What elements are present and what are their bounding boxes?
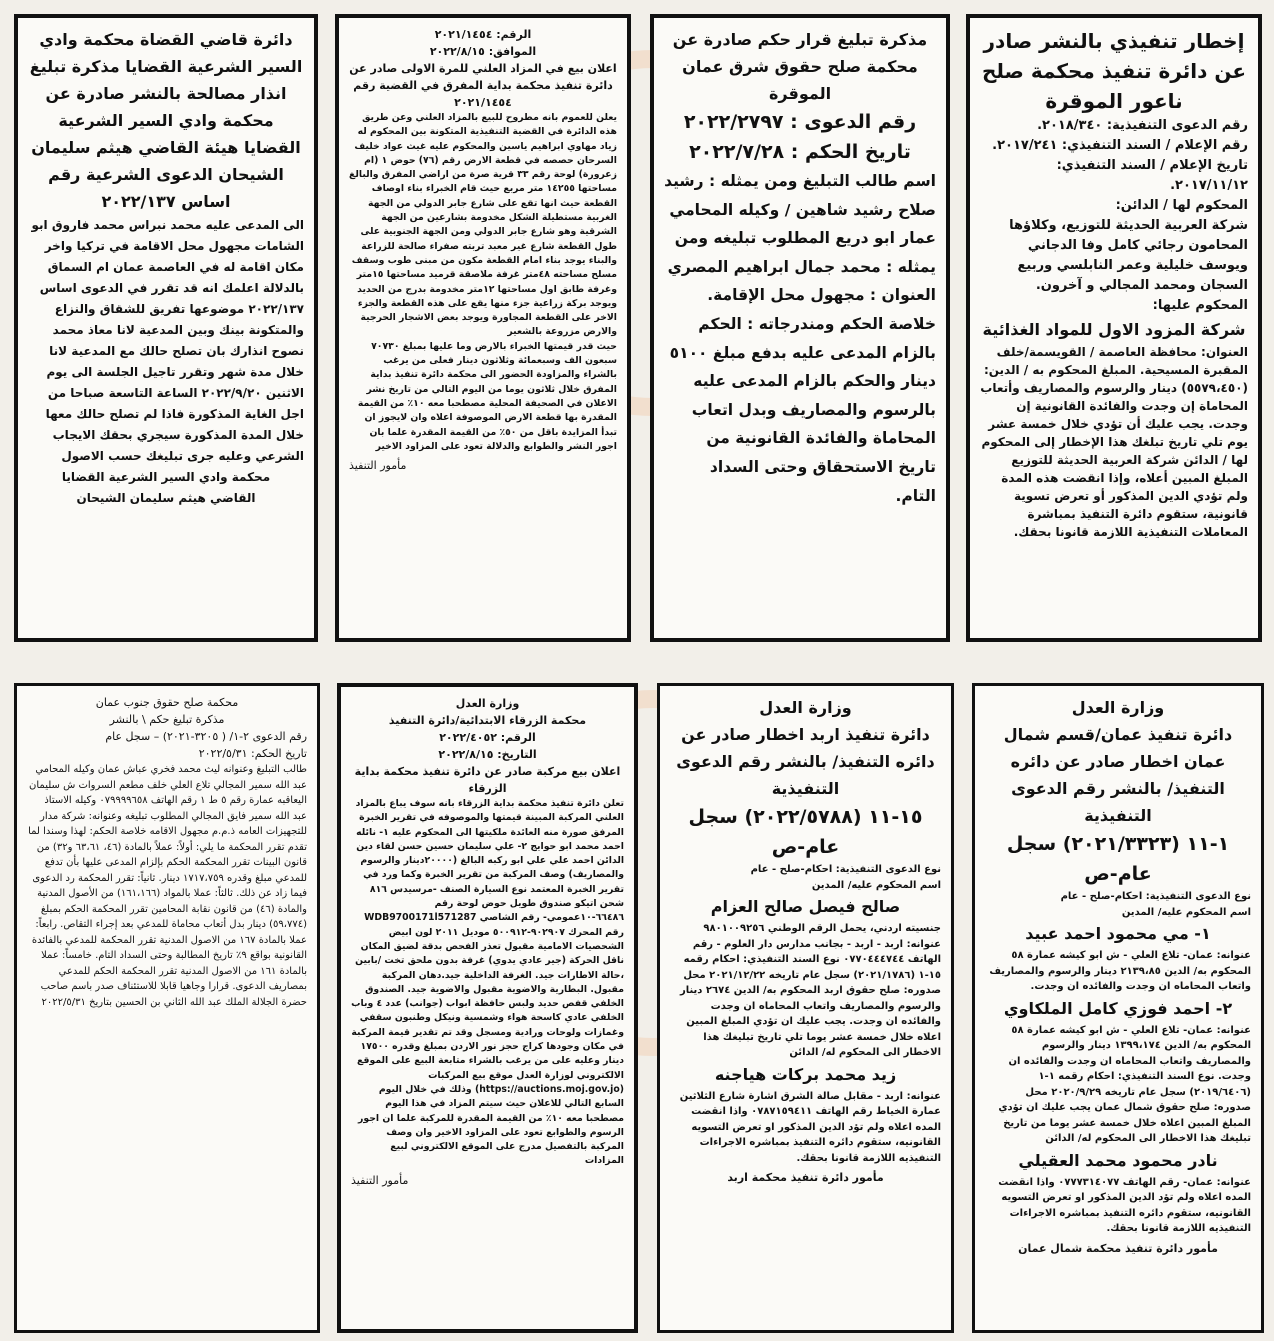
reference-number: الرقم: ٢٠٢١/١٤٥٤ <box>434 28 532 41</box>
court-name: محكمة صلح حقوق جنوب عمان <box>95 696 239 709</box>
case-number: ١-١١ (٢٠٢١/٣٣٢٣) سجل عام-ص <box>1006 833 1230 885</box>
notice-body-continued: حيث قدر قيمتها الخبراء بالارض وما عليها بمبلغ ٧٠٧٣٠ سبعون الف وسبعمائة وثلاثون دينار فعلى من يرغب بالشراء والمزاودة الحضور الى محكمة دائرة تنفيذ بداية المفرق خلال ثلاثون يوما من اليوم التالي من تاريخ نشر الاعلان في الصحيفة المحلية مصطحبا معه ١٠٪ من القيمة المقدرة بها قطعة الارض الموصوفة اعلاه وان لايجوز ان تبدأ المزايدة باقل من ٥٠٪ من القيمة المقدرة علما بان اجور النشر والطوابع والدلالة تعود على المزاود الاخير <box>357 340 617 452</box>
signature: مأمور دائرة تنفيذ محكمة شمال عمان <box>1018 1241 1218 1255</box>
judgment-date: تاريخ الحكم : ٢٠٢٢/٧/٢٨ <box>689 141 911 163</box>
debtor-name: شركة المزود الاول للمواد الغذائية <box>982 320 1246 339</box>
notice-body: الى المدعى عليه محمد نبراس محمد فاروق ابو الشامات مجهول محل الاقامة في تركيا واخر مكان اقامة له في العاصمة عمان ام السماق بالدلالة اعلمك انه قد تقرر في الدعوى اساس ٢٠٢٢/١٣٧ موضوعها تفريق للشقاق والنزاع والمتكونة بينك وبين المدعية لانا معاذ محمد نصوح انذارك بان تصلح حالك مع المدعية لانا خلال مدة شهر وتقرر تاجيل الجلسة الى يوم الاثنين ٢٠٢٢/٩/٢٠ الساعة التاسعة صباحا من اجل الغاية المذكورة فاذا لم تصلح حالك معها خلال المدة المذكورة سيجري بحقك الايجاب الشرعي وعليه جرى تبليغك حسب الاصول <box>31 218 304 463</box>
ministry-name: وزارة العدل <box>759 698 852 717</box>
debtor-label: اسم المحكوم عليه/ المدين <box>811 879 941 891</box>
notice-naour-execution <box>966 14 1262 642</box>
notice-body: طالب التبليغ وعنوانه ليث محمد فخري عباش عمان وكيله المحامي عبد الله سمير المجالي تلاع العلي خلف مطعم السروات ش سليمان اليعاقبه عمارة رقم ٥ ط ١ رقم الهاتف ٠٧٩٩٩٩٦٥٨ وكيله الاستاذ عبد الله سمير فايق المجالي المطلوب تبليغه وعنوانه: شركة مدار للتجهيزات العامه ذ.م.م مجهول الاقامه خلاصة الحكم: لهذا وسندا لما تقدم تقرر المحكمة ما يلي: أولاً: عملاً بالمادة (٤٦، ٦٣،٦١ و٣٢) من قانون البينات تقرر المحكمة الحكم بإلزام المدعى عليها بأن تدفع للمدعي مبلغ وقدره ١٧١٧،٧٥٩ دينار. ثانياً: تقرر المحكمة رد الدعوى فيما زاد عن ذلك. ثالثاً: عملا بالمواد (١٦١،١٦٦) من الأصول المدنية والمادة (٤٦) من قانون نقابة المحامين تقرر المحكمة الحكم بمبلغ (٥٩،٧٧٤) دينار بدل أتعاب محاماة للمدعي بعد إجراء التقاص. رابعاً: عملا بالمادة ١٦٧ من الاصول المدنية تقرر المحكمة للمدعي بالفائدة القانونية بواقع ٩٪ تاريخ المطالبة وحتى السداد التام. خامساً: عملا بالمادة ١٦١ من الاصول المدنية تقرر المحكمة الحكم للمدعي بمصاريف الدعوى. قرارا وجاهيا قابلا للاستئناف صدر باسم صاحب حضرة الجلالة الملك عبد الله الثاني بن الحسين بتاريخ ٢٠٢٢/٥/٣١ <box>28 764 307 1008</box>
signature-judge: القاضي هيثم سليمان الشيحان <box>76 491 256 505</box>
case-number: ١٥-١١ (٢٠٢٢/٥٧٨٨) سجل عام-ص <box>688 806 923 858</box>
notice-north-amman-execution <box>972 683 1264 1333</box>
creditor-name: نادر محمود محمد العقيلي <box>1018 1150 1218 1170</box>
ministry-name: وزارة العدل <box>1071 698 1165 717</box>
notice-line: تاريخ الإعلام / السند التنفيذي: ٢٠١٧/١١/١٢. <box>1056 158 1248 193</box>
notice-title: اعلان بيع مركبة صادر عن دائرة تنفيذ محكمة بداية الزرقاء <box>354 765 621 795</box>
notice-line: المحكوم لها / الدائن: <box>1115 198 1248 213</box>
notice-south-amman-judgment <box>14 683 320 1333</box>
notice-closing: عنوانه: اربد - مقابل صالة الشرق اشارة شارع الثلاثين عمارة الخياط رقم الهاتف ٠٧٨٧١٥٩٤١١ واذا انقضت المده اعلاه ولم تؤد الدين المذكور او تعرض التسويه القانونيه، ستقوم دائره التنفيذ بمباشره الاجراءات التنفيذيه اللازمة قانونا بحقك. <box>679 1090 941 1164</box>
debtor-name: ١- مي محمود احمد عبيد <box>1025 924 1211 943</box>
debtor-details: جنسيته اردني، يحمل الرقم الوطني ٩٨٠١٠٠٩٢٥٦ عنوانه: اربد - اربد - بجانب مدارس دار العلوم - رقم الهاتف ٠٧٧٠٤٤٤٧٤٤ نوع السند التنفيذي: احكام رقمه ١٥-١ (٢٠٢١/١٧٨٦) سجل عام تاريخه ٢٠٢١/١٢/٢٢ محل صدوره: صلح حقوق اربد المحكوم به/ الدين ٢٦٧٤ دينار والرسوم والمصاريف واتعاب المحاماه ان وجدت والفائده ان وجدت. يجب عليك ان تؤدي المبلغ المبين اعلاه خلال خمسة عشر يوما تلي تاريخ تبليغك هذا الاخطار الى المحكوم له/ الدائن <box>679 923 941 1058</box>
notice-date: التاريخ: ٢٠٢٢/٨/١٥ <box>438 748 537 761</box>
debtor-details: عنوانه: عمان- تلاع العلي - ش ابو كيشه عمارة ٥٨ المحكوم به/ الدين ١٣٩٩،١٧٤ دينار والرسوم والمصاريف واتعاب المحاماه ان وجدت والفائده ان وجدت. نوع السند التنفيذي: احكام رقمه ١-١ (٢٠١٩/٦٤٠٦) سجل عام تاريخه ٢٠٢٠/٩/٢٩ محل صدوره: صلح حقوق شمال عمان يجب عليك ان تؤدي المبلغ المبين اعلاه خلال خمسة عشر يوما من تاريخ تبليغك هذا الاخطار الى المحكوم له/ الدائن <box>998 1024 1251 1144</box>
notice-heading: مذكرة تبليغ قرار حكم صادرة عن محكمة صلح حقوق شرق عمان الموقرة <box>672 30 928 103</box>
court-name: محكمة الزرقاء الابتدائية/دائرة التنفيذ <box>388 714 587 727</box>
notice-closing: عنوانه: عمان- رقم الهاتف ٠٧٧٧٣١٤٠٧٧ واذا انقضت المده اعلاه ولم تؤد الدين المذكور او تعرض التسويه القانونيه، ستقوم دائره التنفيذ بمباشره الاجراءات التنفيذيه اللازمة قانونا بحقك. <box>998 1176 1251 1234</box>
notice-body: اسم طالب التبليغ ومن يمثله : رشيد صلاح رشيد شاهين / وكيله المحامي عمار ابو دريع المطلوب تبليغه ومن يمثله : محمد جمال ابراهيم المصري العنوان : مجهول محل الإقامة. خلاصة الحكم ومندرجاته : الحكم بالزام المدعى عليه بدفع مبلغ ٥١٠٠ دينار والحكم بالزام المدعى عليه بالرسوم والمصاريف وبدل اتعاب المحاماة والفائدة القانونية من تاريخ الاستحقاق وحتى السداد التام. <box>664 172 936 505</box>
notice-mafraq-land-auction <box>335 14 631 642</box>
notice-wadi-alseer-sharia <box>14 14 318 642</box>
case-number: رقم الدعوى ٢-١/ ( ٣٢٠٥-٢٠٢١) – سجل عام <box>105 730 307 743</box>
notice-east-amman-judgment <box>650 14 950 642</box>
case-type: نوع الدعوى التنفيذية: احكام-صلح - عام <box>1060 891 1251 902</box>
notice-heading: إخطار تنفيذي بالنشر صادر عن دائرة تنفيذ محكمة صلح ناعور الموقرة <box>981 29 1247 113</box>
creditor-name: زيد محمد بركات هياجنه <box>714 1064 897 1084</box>
notice-zarqa-vehicle-auction <box>337 683 638 1333</box>
notice-heading: دائرة تنفيذ عمان/قسم شمال عمان اخطار صادر عن دائره التنفيذ/ بالنشر رقم الدعوى التنفيذية <box>1003 725 1233 825</box>
notice-title: اعلان بيع في المزاد العلني للمرة الاولى صادر عن دائرة تنفيذ محكمة بداية المفرق في القضية رقم ٢٠٢١/١٤٥٤ <box>349 62 617 109</box>
ministry-name: وزارة العدل <box>455 697 520 710</box>
notice-body: العنوان: محافظة العاصمة / القويسمة/خلف المقبرة المسيحية. المبلغ المحكوم به / الدين: (٥٥٧٩،٤٥٠) دينار والرسوم والمصاريف وأتعاب المحاماة إن وجدت والفائدة القانونية إن وجدت. يجب عليك أن تؤدي خلال خمسة عشر يوم تلي تاريخ تبلغك هذا الإخطار إلى المحكوم لها / الدائن شركة العربية الحديثة للتوزيع المبلغ المبين أعلاه، وإذا انقضت هذه المدة ولم تؤدي الدين المذكور أو تعرض تسوية قانونية، ستقوم دائرة التنفيذ بمباشرة المعاملات التنفيذية اللازمة قانونا بحقك. <box>980 345 1248 539</box>
notice-body: تعلن دائرة تنفيذ محكمة بداية الزرقاء بانه سوف يباع بالمزاد العلني المركبة المبينة قيمتها والموصوفه في تقرير الخبرة المرفق صورة منه العائدة ملكيتها الى المحكوم عليه ١- نائله احمد محمد ابو حوايج ٢- علي سليمان حسين حسن لقاء دين الدائن احمد علي علي ابو ركبه البالغ (٢٠٠٠٠دينار والرسوم والمصاريف) وصف المركبة من تقرير الخبرة وكما ورد في تقرير الخبرة المعتمد نوع السيارة الصنف -مرسيدس ٨١٦ شحن اتيكو صندوق طويل حوض لوحة رقم ٦٦٤٨٦-١٠عمومي- رقم الشاصي WDB9700171l571287 رقم المحرك ٩٠٢٩٠٧-٥٠٠٩١٢ موديل ٢٠١١ لون ابيض الشحصيات الامامية مقبول تعذر الفحص بدقة لضيق المكان ناقل الحركة (جير عادي يدوي) غرفة بدون ملحق تخت /بابين ،حالة الاطارات جيد. الغرفة الداخلية جيد.دهان المركبة مقبول. البطارية والاضوية مقبول والاضوية جيد. الصندوق الخلفي قفص حديد ولبس حافظة ابواب (جوانب) عدد ٤ وباب الخلفي عادي كاسحة هواء وشمسية ونيكل وطنبون سقفي وغمازات ولوحات ورادية ومسجل وقد تم تقدير قيمة المركبة في مكان وجودها كراج حجز نور الاردن بمبلغ وقدره ١٧٥٠٠ دينار وعليه على من يرغب بالشراء متابعة البيع على الموقع الالكتروني لوزارة العدل موقع بيع المركبات (https://auctions.moj.gov.jo) وذلك في خلال اليوم السابع التالي للاعلان حيث سيتم المزاد في هذا اليوم مصطحبا معه ١٠٪ من القيمة المقدرة للمركبة علما ان اجور الرسوم والطوابع تعود على المزاود الاخير وان وصف المركبة بالتفصيل مدرج على الموقع الالكتروني لبيع المزادات <box>351 798 624 1167</box>
notice-line: رقم الإعلام / السند التنفيذي: ٢٠١٧/٢٤١. <box>992 138 1248 153</box>
debtor-name: صالح فيصل صالح العزام <box>710 897 901 916</box>
signature: مأمور التنفيذ <box>351 1173 409 1187</box>
case-number: رقم الدعوى : ٢٠٢٢/٢٧٩٧ <box>683 111 917 133</box>
signature-court: محكمة وادي السير الشرعية القضايا <box>61 470 271 484</box>
signature: مأمور التنفيذ <box>349 459 407 473</box>
notice-line: رقم الدعوى التنفيذية: ٢٠١٨/٣٤٠. <box>1037 118 1248 133</box>
notice-heading: دائرة قاضي القضاة محكمة وادي السير الشرعية القضايا مذكرة تبليغ انذار مصالحة بالنشر صادرة عن محكمة وادي السير الشرعية القضايا هيئة القاضي هيثم سليمان الشيحان الدعوى الشرعية رقم اساس ٢٠٢٢/١٣٧ <box>29 30 303 211</box>
notice-irbid-execution <box>657 683 954 1333</box>
signature: مأمور دائرة تنفيذ محكمة اربد <box>727 1171 884 1184</box>
notice-body: يعلن للعموم بانه مطروح للبيع بالمزاد العلني وعن طريق هذه الدائرة في القضية التنفيذية المتكونة بين المحكوم له زياد مهاوي ابراهيم ياسين والمحكوم عليه غيث عواد خليف السرحان حصصه في قطعة الارض رقم (٧٦) حوض ١ (ام زعرورة) لوحة رقم ٣٣ قرية صرة من اراضي المفرق والبالغ مساحتها ١٤٢٥٥ متر مربع حيث قام الخبراء بناء اوصاف القطعة حيث انها تقع على شارع جابر الدولي من الجهة الغربية مستطيلة الشكل مخدومة بشارعين من الجهة الشرقية وهو شارع جابر الدولي ومن الجهة الجنوبية على طول القطعة شارع غير معبد تربته صفراء صالحة للزراعة والبناء يوجد بناء امام القطعة مكون من مبنى طوب وسقف مسلح مساحته ٤٨متر غرفة ملاصقة قرميد مساحتها ١٥متر وغرفة طابق اول مساحتها ١٢متر مخدومة بدرج من الحديد ويوجد بركة زراعية جزء منها يقع على هذه القطعة والجزء الاخر على القطعة المجاورة ويوجد بعض الاشجار الحرجية والارض مزروعة بالشعير <box>348 112 617 338</box>
debtor-label: المحكوم عليها: <box>1152 298 1248 313</box>
debtor-name: ٢- احمد فوزي كامل الملكاوي <box>1003 998 1233 1018</box>
creditor-name: شركة العربية الحديثة للتوزيع، وكلاؤها المحامون رجائي كامل وفا الدجاني ويوسف خليلية وعمر النابلسي وربيع السجان ومحمد المجالي و آخرون. <box>1009 218 1248 293</box>
debtor-details: عنوانه: عمان- تلاع العلي - ش ابو كيشه عمارة ٥٨ المحكوم به/ الدين ٢١٣٩،٨٥ دينار والرسوم والمصاريف واتعاب المحاماه ان وجدت والفائده ان وجدت. <box>989 950 1251 992</box>
case-type: نوع الدعوى التنفيذية: احكام-صلح - عام <box>750 864 941 875</box>
notice-heading: مذكرة تبليغ حكم \ بالنشر <box>109 713 225 726</box>
debtor-label: اسم المحكوم عليه/ المدين <box>1121 906 1251 918</box>
judgment-date: تاريخ الحكم: ٢٠٢٢/٥/٣١ <box>198 747 307 760</box>
notice-heading: دائرة تنفيذ اربد اخطار صادر عن دائره التنفيذ/ بالنشر رقم الدعوى التنفيذية <box>676 725 935 798</box>
reference-number: الرقم: ٢٠٢٢/٤٠٥٢ <box>439 731 536 744</box>
notice-date: الموافق: ٢٠٢٢/٨/١٥ <box>429 45 537 58</box>
